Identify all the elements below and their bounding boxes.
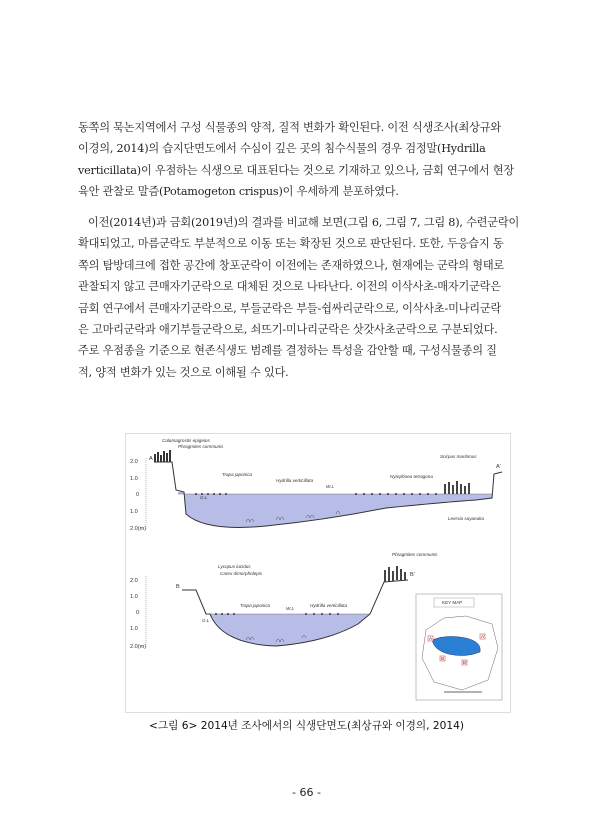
key-map-marker: A <box>429 636 433 641</box>
top-axis-tick: 1.0 <box>130 509 138 515</box>
bottom-axis-tick: 1.0 <box>130 626 138 632</box>
paragraph-2-line: 주로 우점종을 기준으로 현존식생도 범례를 결정하는 특성을 감안할 때, 구성식물종의 질 <box>78 344 497 358</box>
species-label: Hydrilla verticillata <box>276 478 314 483</box>
top-axis-tick: 2.0(m) <box>130 526 147 532</box>
bottom-axis-tick: 2.0 <box>130 578 138 584</box>
paragraph-1-line: verticillata)이 우점하는 식생으로 대표된다는 것으로 기재하고 있으나, 금회 연구에서 현장 <box>78 163 514 177</box>
top-axis-tick: 2.0 <box>130 459 138 465</box>
paragraph-1-line: 동쪽의 묵논지역에서 구성 식물종의 양적, 질적 변화가 확인된다. 이전 식생조사(최상규와 <box>78 121 501 134</box>
top-reeds-left <box>154 450 171 462</box>
species-label: Trapa japonica <box>222 472 253 477</box>
paragraph-1 <box>78 117 538 203</box>
bottom-reeds-right <box>384 566 406 582</box>
species-label: Leersia sayanuka <box>448 516 485 521</box>
figure-caption: <그림 6> 2014년 조사에서의 식생단면도(최상규와 이경의, 2014) <box>149 720 464 732</box>
species-label: Nymphoea tetragona <box>390 474 433 479</box>
species-label: Carex dimorpholepis <box>220 571 263 576</box>
paragraph-1-line: 육안 관찰로 말즘(Potamogeton crispus)이 우세하게 분포하였다. <box>78 185 399 199</box>
inset-key-map <box>416 594 502 700</box>
paragraph-2-line: 쪽의 탐방데크에 접한 공간에 창포군락이 이전에는 존재하였으나, 현재에는 군락의 형태로 <box>78 258 505 272</box>
paragraph-2-line: 확대되었고, 마름군락도 부분적으로 이동 또는 확장된 것으로 판단된다. 또한, 두응습지 동 <box>78 237 504 251</box>
key-map-marker: B' <box>463 660 467 665</box>
vegetation-profile-figure <box>125 433 511 713</box>
bottom-gl-label: G.L <box>202 618 210 623</box>
bottom-start-label: B <box>176 584 180 590</box>
top-water-body <box>178 492 492 528</box>
paragraph-2-line: 적, 양적 변화가 있는 것으로 이해될 수 있다. <box>78 365 289 379</box>
paragraph-2-line: 이전(2014년)과 금회(2019년)의 결과를 비교해 보면(그림 6, 그림 7, 그림 8), 수련군락이 <box>88 216 520 229</box>
bottom-axis-tick: 0 <box>136 610 140 616</box>
species-label: Hydrilla verticillata <box>310 603 348 608</box>
key-map-marker: B <box>441 656 445 661</box>
bottom-end-label: B' <box>410 572 415 578</box>
key-map-title: KEY MAP <box>442 600 463 605</box>
top-reeds-right <box>444 481 470 494</box>
species-label: Phragmites communis <box>392 552 438 557</box>
species-label: W.L <box>326 484 334 489</box>
paragraph-2-line: 은 고마리군락과 애기부들군락으로, 쇠뜨기-미나리군락은 삿갓사초군락으로 구분되었다. <box>78 323 498 337</box>
top-start-label: A <box>149 456 153 462</box>
bottom-profile <box>130 552 438 650</box>
paragraph-2-line: 관찰되지 않고 큰매자기군락으로 대체된 것으로 나타난다. 이전의 이삭사초-매자기군락은 <box>78 280 501 294</box>
species-label: Calamagrostis epigeios <box>162 438 210 443</box>
paragraph-2-line: 금회 연구에서 큰매자기군락으로, 부들군락은 부들-쉽싸리군락으로, 이삭사초-미나리군락 <box>78 301 502 315</box>
species-label: W.L <box>286 606 294 611</box>
species-label: Trapa japonica <box>240 603 271 608</box>
paragraph-1-line: 이경의, 2014)의 습지단면도에서 수심이 깊은 곳의 침수식물의 경우 검정말(Hydrilla <box>78 142 486 156</box>
profile-diagram <box>126 434 510 712</box>
top-axis-tick: 0 <box>136 492 140 498</box>
key-map-marker: A' <box>481 634 485 639</box>
paragraph-2 <box>78 212 538 383</box>
species-label: Phragmites communis <box>178 444 224 449</box>
bottom-axis-tick: 2.0(m) <box>130 644 147 650</box>
top-gl-label: G.L <box>200 495 208 500</box>
species-label: Lycopus lucidus <box>218 564 251 569</box>
top-axis-tick: 1.0 <box>130 476 138 482</box>
top-profile <box>130 438 502 532</box>
bottom-axis-tick: 1.0 <box>130 594 138 600</box>
page-number: - 66 - <box>292 786 321 799</box>
species-label: Scirpus maritimus <box>440 454 477 459</box>
top-end-label: A' <box>496 464 501 470</box>
